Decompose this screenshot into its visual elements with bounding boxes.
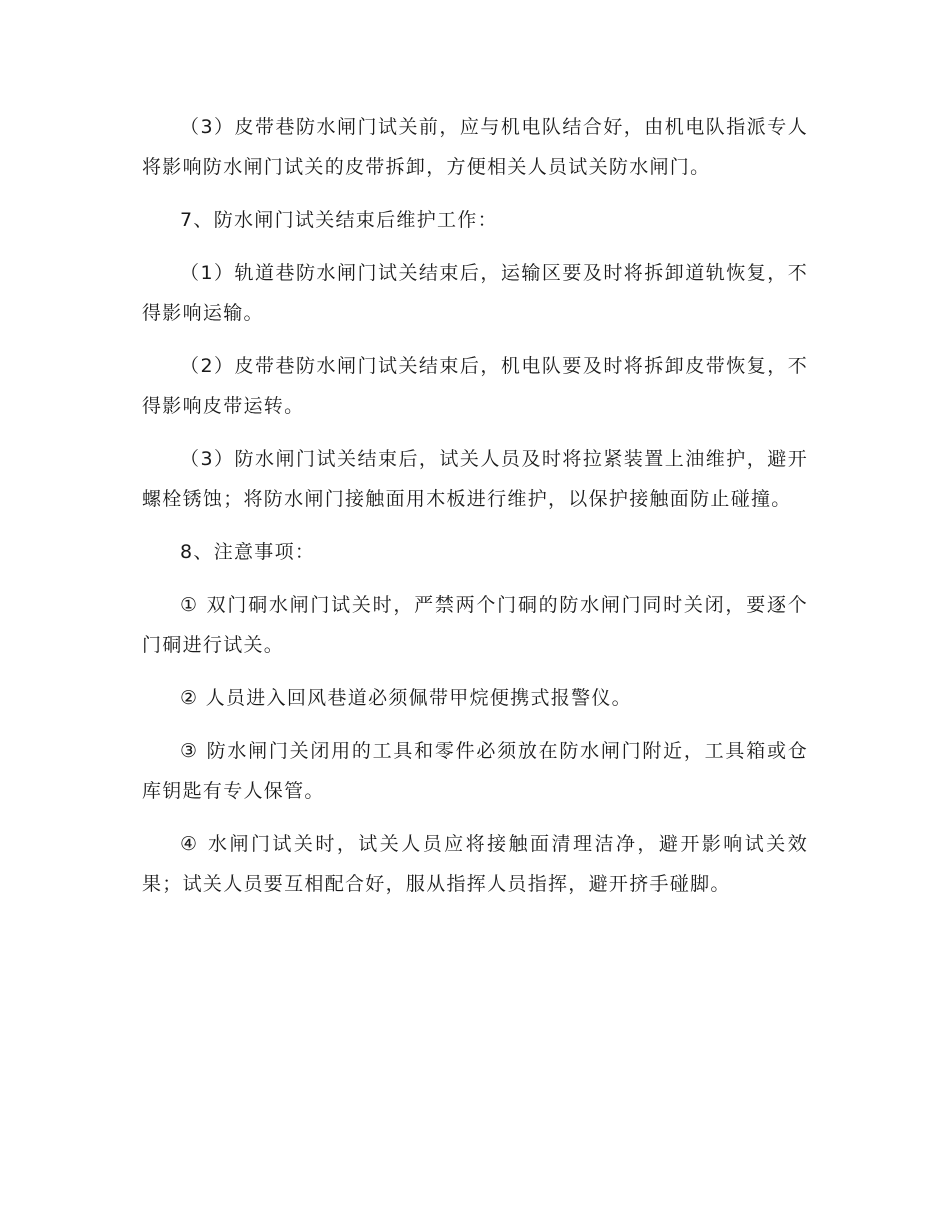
list-item-precaution-3: ③ 防水闸门关闭用的工具和零件必须放在防水闸门附近，工具箱或仓库钥匙有专人保管。 [142,740,808,802]
list-item-precaution-1: ① 双门硐水闸门试关时，严禁两个门硐的防水闸门同时关闭，要逐个门硐进行试关。 [142,594,808,656]
paragraph-tension-device-maintenance: （3）防水闸门试关结束后，试关人员及时将拉紧装置上油维护，避开螺栓锈蚀；将防水闸门接触面用木板进行维护，以保护接触面防止碰撞。 [142,448,808,510]
section-heading-precautions: 8、注意事项： [180,541,316,563]
paragraph-belt-lane-restore: （2）皮带巷防水闸门试关结束后，机电队要及时将拆卸皮带恢复，不得影响皮带运转。 [142,355,808,417]
list-item-precaution-4: ④ 水闸门试关时，试关人员应将接触面清理洁净，避开影响试关效果；试关人员要互相配合好，服从指挥人员指挥，避开挤手碰脚。 [142,833,808,895]
section-heading-maintenance: 7、防水闸门试关结束后维护工作： [180,209,498,231]
paragraph-belt-lane-preparation: （3）皮带巷防水闸门试关前，应与机电队结合好，由机电队指派专人将影响防水闸门试关的皮带拆卸，方便相关人员试关防水闸门。 [142,116,808,178]
list-item-precaution-2: ② 人员进入回风巷道必须佩带甲烷便携式报警仪。 [180,687,632,709]
document-body [142,107,808,917]
paragraph-track-lane-restore: （1）轨道巷防水闸门试关结束后，运输区要及时将拆卸道轨恢复，不得影响运输。 [142,262,808,324]
